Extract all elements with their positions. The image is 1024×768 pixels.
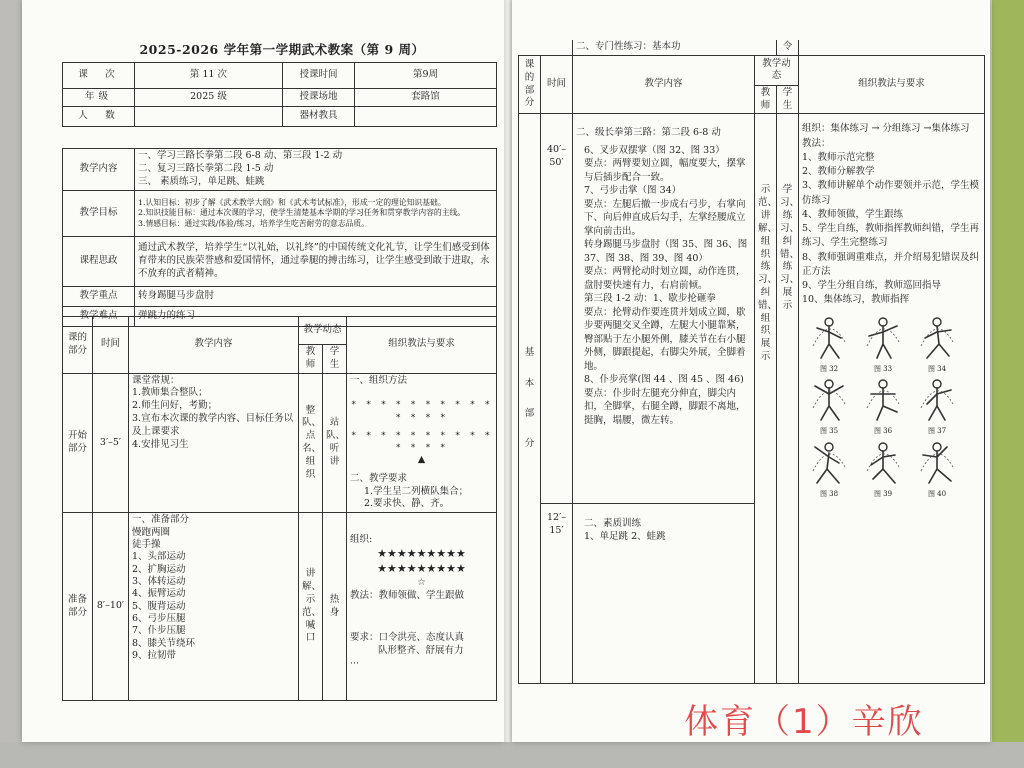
basic-line: 7、弓步击掌（图 34） [584,185,682,197]
prep-ellipsis: ··· [350,658,360,669]
header-teacher: 教师 [755,85,777,114]
student-row: ★★★★★★★★★ [377,547,466,561]
teacher-marker: ▲ [417,454,426,465]
header-dynamics: 教学动态 [299,317,347,345]
figure-pose-icon [863,378,903,424]
prep-line: 5、腹背运动 [132,600,186,612]
start-line: 4.安排见习生 [132,438,189,450]
key-point-text: 转身踢腿马步盘肘 [135,287,497,307]
basic-student: 学习、练习、纠错、练习、展示 [777,114,799,684]
header-student: 学生 [777,85,799,114]
lesson-parts-table [62,316,497,701]
header-teacher: 教师 [299,345,323,374]
student-row: * * * * * * * * * * * * * * [351,400,492,423]
figure-grid [802,314,981,502]
desk-left [0,0,22,768]
special-mark: 令 [777,40,799,55]
basic-teacher: 示范、讲解、组织练习、纠错、组织展示 [755,114,777,684]
basic-time-2: 12′–15′ [541,504,573,684]
figure-pose-icon [917,316,957,362]
venue-value: 套路馆 [355,89,497,107]
header-method: 组织教法与要求 [799,55,985,114]
header-content: 教学内容 [573,55,755,114]
prep-method [347,513,497,701]
prep-part: 准备部分 [63,513,93,701]
martial-arts-figure [914,441,960,500]
martial-arts-figure [860,316,906,375]
figure-caption: 图 40 [927,489,947,498]
header-part: 课的部分 [519,55,541,114]
martial-arts-figure [860,378,906,437]
people-label: 人 数 [63,107,135,127]
method-line: 3、教师讲解单个动作要领并示范，学生模仿练习 [802,180,980,206]
prep-line: 8、膝关节绕环 [132,637,196,649]
goals-label: 教学目标 [63,191,135,237]
method-line: 2、教师分解教学 [802,166,875,178]
week-value: 第9周 [355,63,497,89]
left-page [22,0,504,742]
header-student: 学生 [323,345,347,374]
req-line: 1.学生呈二列横队集合； [364,485,469,497]
method-line: 1、教师示范完整 [802,151,875,163]
prep-content [129,513,299,701]
start-part: 开始部分 [63,373,93,513]
prep-line: 7、仆步压腿 [132,625,186,637]
basic-line: 要点：两臂要划立圆，幅度要大，摆掌与后插步配合一致。 [584,158,746,183]
basic-line: 6、叉步双摆掌（图 32、图 33） [584,144,725,156]
content-lines [135,149,497,191]
content-label: 教学内容 [63,149,135,191]
prep-line: 一、准备部分 [132,514,190,526]
lesson-value: 第 11 次 [135,63,283,89]
content-line: 三、 素质练习，单足跳、蛙跳 [138,175,265,187]
plan-table [62,148,497,327]
start-line: 2.师生问好，考勤； [132,400,218,412]
figure-caption: 图 35 [819,427,839,436]
figure-pose-icon [917,378,957,424]
content-line: 一、学习三路长拳第二段 6-8 动、第三段 1-2 动 [138,150,343,162]
lesson-label: 课 次 [63,63,135,89]
special-practice: 二、专门性练习：基本功 [573,40,777,55]
prep-line: 4、振臂运动 [132,588,186,600]
start-line: 课堂常规： [132,374,180,386]
key-point-label: 教学重点 [63,287,135,307]
basic-table [518,40,985,684]
header-content: 教学内容 [129,317,299,374]
prep-line: 1、头部运动 [132,551,186,563]
header-method: 组织教法与要求 [347,317,497,374]
martial-arts-figure [806,378,852,437]
header-time: 时间 [541,55,573,114]
basic-line: 要点：仆步时左腿充分伸直，脚尖内扣，全脚掌，右腿全蹲，脚跟不离地，挺胸，塌腰，微左转。 [584,387,746,426]
quality-line: 二、素质训练 [584,518,642,530]
basic-line: 要点：抡臂动作要连贯并划成立圆，歇步要两腿交叉全蹲，左腿大小腿靠紧，臀部贴于左小腿外侧，膝关节在右小腿外侧，脚跟提起，右脚尖外展，全脚着地。 [584,306,746,372]
prep-req: 要求：口令洪亮、态度认真 [350,632,465,644]
prep-line: 9、拉韧带 [132,650,177,662]
basic-line: 二、级长拳第三路：第二段 6-8 动 [576,127,721,139]
grade-label: 年级 [63,89,135,107]
figure-caption: 图 34 [927,364,947,373]
figure-pose-icon [809,316,849,362]
ideology-text: 通过武术教学，培养学生“以礼始，以礼终”的中国传统文化礼节，让学生们感受到体育带来的民族荣誉感和爱国情怀，通过拳腿的搏击练习，让学生感受到敢于进取，永不放弃的武者精神。 [135,237,497,287]
equipment-value [355,107,497,127]
figure-caption: 图 37 [927,427,947,436]
start-line: 1.教师集合整队； [132,387,208,399]
figure-pose-icon [809,378,849,424]
figure-caption: 图 38 [819,489,839,498]
goal-line: 3.情感目标：通过实践/体验/练习，培养学生吃苦耐劳的意志品质。 [138,218,370,228]
start-content [129,373,299,513]
book-gutter [504,0,512,742]
info-table [62,62,497,127]
martial-arts-figure [806,441,852,500]
grade-value: 2025 级 [135,89,283,107]
equipment-label: 器材教具 [283,107,355,127]
basic-part: 基本部分 [519,114,541,684]
basic-line: 第三段 1-2 动：1、歇步抡砸拳 [584,293,716,305]
req-title: 二、教学要求 [350,472,408,484]
start-teacher: 整队、点名、组织 [299,373,323,513]
right-page [512,0,990,742]
method-line: 教法： [802,137,831,149]
method-line: 4、教师领做，学生跟练 [802,208,904,220]
prep-line: 2、扩胸运动 [132,563,186,575]
basic-line: 要点：两臂抡动时划立圆，动作连贯，盘肘要快速有力，右肩前倾。 [584,266,746,291]
goals-lines [135,191,497,237]
figure-pose-icon [863,441,903,487]
venue-label: 授课场地 [283,89,355,107]
basic-line: 转身踢腿马步盘肘（图 35、图 36、图 37、图 38、图 39、图 40） [584,239,748,264]
martial-arts-figure [914,378,960,437]
req-line: 2.要求快、静、齐。 [364,498,450,510]
org-label: 组织: [350,534,373,546]
ideology-label: 课程思政 [63,237,135,287]
header-part: 课的部分 [63,317,93,374]
basic-method [799,114,985,684]
prep-method-text: 教法：教师领做、学生跟做 [350,589,465,601]
basic-time-1: 40′–50′ [541,114,573,504]
method-line: 5、学生自练，教师指挥教师纠错，学生再练习、学生完整练习 [802,223,980,249]
goal-line: 2.知识技能目标：通过本次课的学习，使学生清楚基本学期的学习任务和贯穿教学内容的主线。 [138,208,466,218]
prep-line: 6、弓步压腿 [132,613,186,624]
method-line: 9、学生分组自练，教师巡回指导 [802,280,942,292]
prep-line: 3、体转运动 [132,575,186,587]
header-time: 时间 [93,317,129,374]
figure-pose-icon [917,441,957,487]
student-row: * * * * * * * * * * * * * * [351,430,492,453]
desk-bottom [0,742,1024,768]
figure-pose-icon [809,441,849,487]
document-title: 2025-2026 学年第一学期武术教案（第 9 周） [139,42,425,57]
prep-line: 慢跑两圈 [132,526,171,538]
quality-line: 1、单足跳 2、蛙跳 [584,531,666,543]
method-line: 8、教师强调重难点，并介绍易犯错误及纠正方法 [802,251,980,277]
people-value [135,107,283,127]
martial-arts-figure [860,441,906,500]
difficulty-label: 教学难点 [63,307,135,327]
basic-line: 要点：左腿后撤一步成右弓步，右掌向下、向后伸直成后勾手，左掌经腰成立掌向前击出。 [584,198,746,237]
difficulty-text: 弹跳力的练习 [135,307,497,327]
org-method-title: 一、组织方法 [350,374,408,386]
figure-caption: 图 32 [819,364,839,373]
time-label: 授课时间 [283,63,355,89]
method-line: 10、集体练习，教师指挥 [802,294,910,306]
start-time: 3′–5′ [93,373,129,513]
start-student: 站队、听讲 [323,373,347,513]
martial-arts-figure [914,316,960,375]
handwritten-signature: 体育（1）辛欣 [684,702,924,742]
teacher-marker: ☆ [417,576,426,588]
method-line: 组织：集体练习 → 分组练习 →集体练习 [802,123,970,135]
prep-line: 徒手操 [132,538,161,550]
quality-content [573,504,755,684]
prep-req2: 队形整齐、舒展有力 [378,645,464,657]
basic-content [573,114,755,504]
desk-right [992,0,1024,768]
figure-caption: 图 36 [873,427,893,436]
figure-caption: 图 33 [873,364,893,373]
basic-line: 8、仆步亮掌(图 44 、图 45 、图 46) [584,374,744,386]
prep-student: 热身 [323,513,347,701]
prep-teacher: 讲解、示范、喊口 [299,513,323,701]
start-line: 3.宣布本次课的教学内容、目标任务以及上课要求 [132,413,294,437]
martial-arts-figure [806,316,852,375]
start-method [347,373,497,513]
student-row: ★★★★★★★★★ [377,561,466,575]
figure-pose-icon [863,316,903,362]
content-line: 二、复习三路长拳第二段 1-5 动 [138,163,274,175]
figure-caption: 图 39 [873,489,893,498]
header-dynamics: 教学动态 [755,55,799,85]
goal-line: 1.认知目标：初步了解《武术教学大纲》和《武术考试标准》，形成一定的理论知识基础。 [138,197,446,207]
prep-time: 8′–10′ [93,513,129,701]
